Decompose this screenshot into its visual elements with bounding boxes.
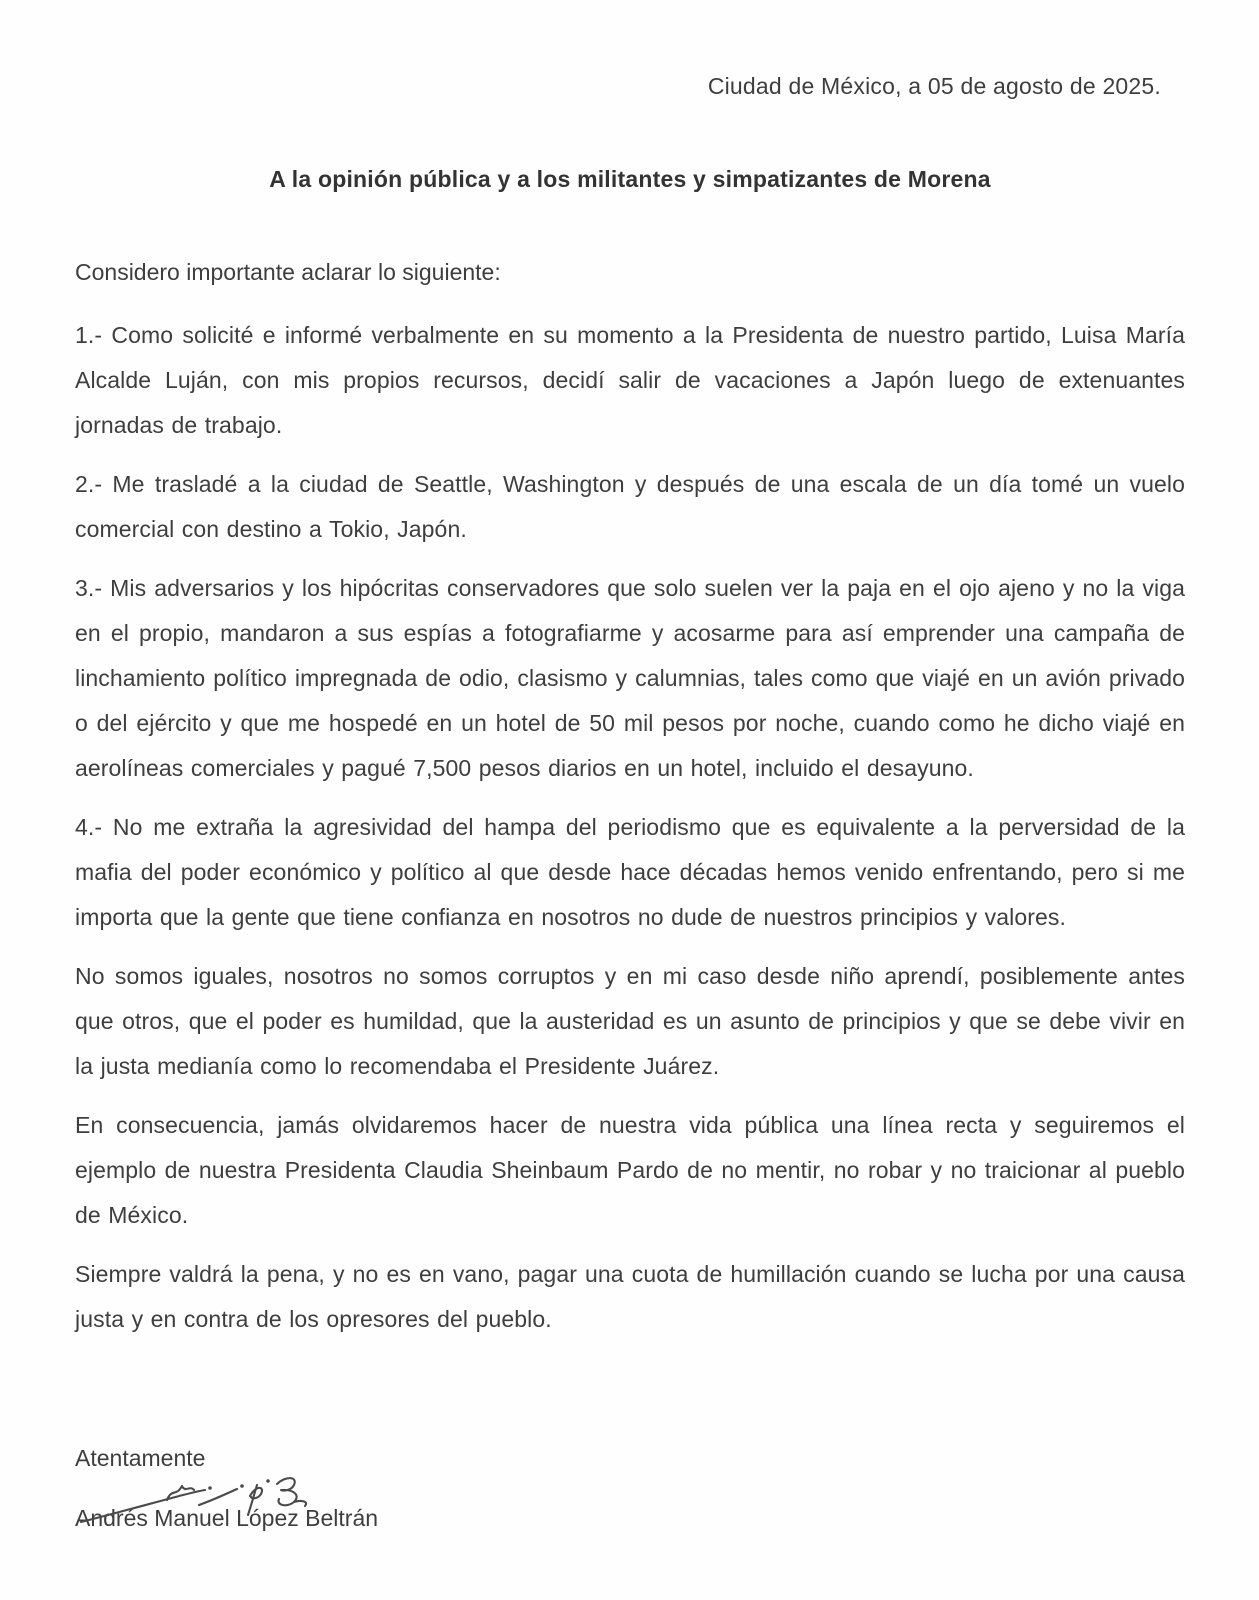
paragraph-1: 1.- Como solicité e informé verbalmente en su momento a la Presidenta de nuestro partido, Luisa María Alcalde Luján, con mis propios recursos, decidí salir de vacaciones a Japón luego de extenuantes jornadas de trabajo. <box>75 322 1185 438</box>
paragraph-2: 2.- Me trasladé a la ciudad de Seattle, Washington y después de una escala de un día tomé un vuelo comercial con destino a Tokio, Japón. <box>75 471 1185 542</box>
intro-line: Considero importante aclarar lo siguiente: <box>75 259 501 285</box>
paragraph-5: No somos iguales, nosotros no somos corruptos y en mi caso desde niño aprendí, posiblemente antes que otros, que el poder es humildad, que la austeridad es un asunto de principios y que se debe vivir en la justa medianía como lo recomendaba el Presidente Juárez. <box>75 963 1185 1079</box>
paragraph-4: 4.- No me extraña la agresividad del hampa del periodismo que es equivalente a la perversidad de la mafia del poder económico y político al que desde hace décadas hemos venido enfrentando, pero si me importa que la gente que tiene confianza en nosotros no dude de nuestros principios y valores. <box>75 814 1185 930</box>
date-line: Ciudad de México, a 05 de agosto de 2025. <box>707 73 1161 99</box>
paragraph-3: 3.- Mis adversarios y los hipócritas conservadores que solo suelen ver la paja en el ojo ajeno y no la viga en el propio, mandaron a sus espías a fotografiarme y acosarme para así emprender una campaña de linchamiento político impregnada de odio, clasismo y calumnias, tales como que viajé en un avión privado o del ejército y que me hospedé en un hotel de 50 mil pesos por noche, cuando como he dicho viajé en aerolíneas comerciales y pagué 7,500 pesos diarios en un hotel, incluido el desayuno. <box>75 575 1185 781</box>
signer-name: Andrés Manuel López Beltrán <box>75 1505 379 1531</box>
paragraph-7: Siempre valdrá la pena, y no es en vano, pagar una cuota de humillación cuando se lucha por una causa justa y en contra de los opresores del pueblo. <box>75 1261 1185 1332</box>
paragraph-6: En consecuencia, jamás olvidaremos hacer de nuestra vida pública una línea recta y seguiremos el ejemplo de nuestra Presidenta Claudia Sheinbaum Pardo de no mentir, no robar y no traicionar al pueblo de México. <box>75 1112 1185 1228</box>
letter-heading: A la opinión pública y a los militantes y simpatizantes de Morena <box>269 166 991 192</box>
closing-word: Atentamente <box>75 1445 206 1471</box>
closing-block <box>75 1436 1185 1541</box>
